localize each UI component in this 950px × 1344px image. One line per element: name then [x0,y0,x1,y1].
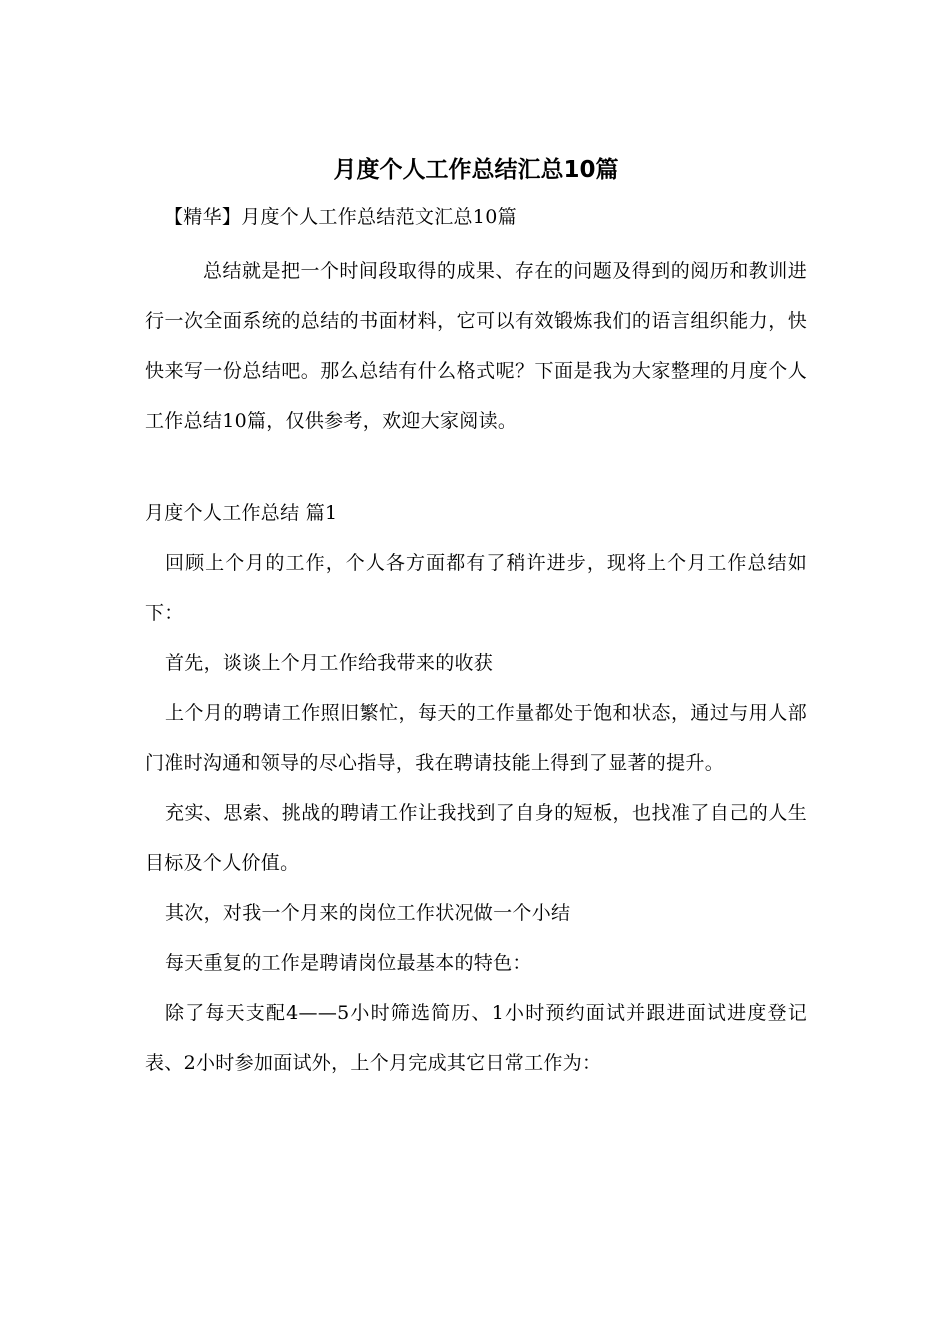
document-title: 月度个人工作总结汇总10篇 [333,157,619,183]
section-heading: 月度个人工作总结 篇1 [145,502,338,524]
document-body [145,150,807,1088]
body-paragraph: 除了每天支配4——5小时筛选简历、1小时预约面试并跟进面试进度登记表、2小时参加面试外，上个月完成其它日常工作为： [145,1002,807,1074]
intro-paragraph: 总结就是把一个时间段取得的成果、存在的问题及得到的阅历和教训进行一次全面系统的总结的书面材料，它可以有效锻炼我们的语言组织能力，快快来写一份总结吧。那么总结有什么格式呢？下面是我为大家整理的月度个人工作总结10篇，仅供参考，欢迎大家阅读。 [145,260,807,432]
body-paragraph: 首先，谈谈上个月工作给我带来的收获 [165,652,494,674]
paragraph-gap [145,446,807,488]
body-paragraph: 每天重复的工作是聘请岗位最基本的特色： [165,952,532,974]
body-paragraph: 其次，对我一个月来的岗位工作状况做一个小结 [165,902,571,924]
body-paragraph: 回顾上个月的工作，个人各方面都有了稍许进步，现将上个月工作总结如下： [145,552,807,624]
body-paragraph: 充实、思索、挑战的聘请工作让我找到了自身的短板，也找准了自己的人生目标及个人价值。 [145,802,807,874]
document-subtitle: 【精华】月度个人工作总结范文汇总10篇 [164,206,517,228]
body-paragraph: 上个月的聘请工作照旧繁忙，每天的工作量都处于饱和状态，通过与用人部门准时沟通和领导的尽心指导，我在聘请技能上得到了显著的提升。 [145,702,807,774]
